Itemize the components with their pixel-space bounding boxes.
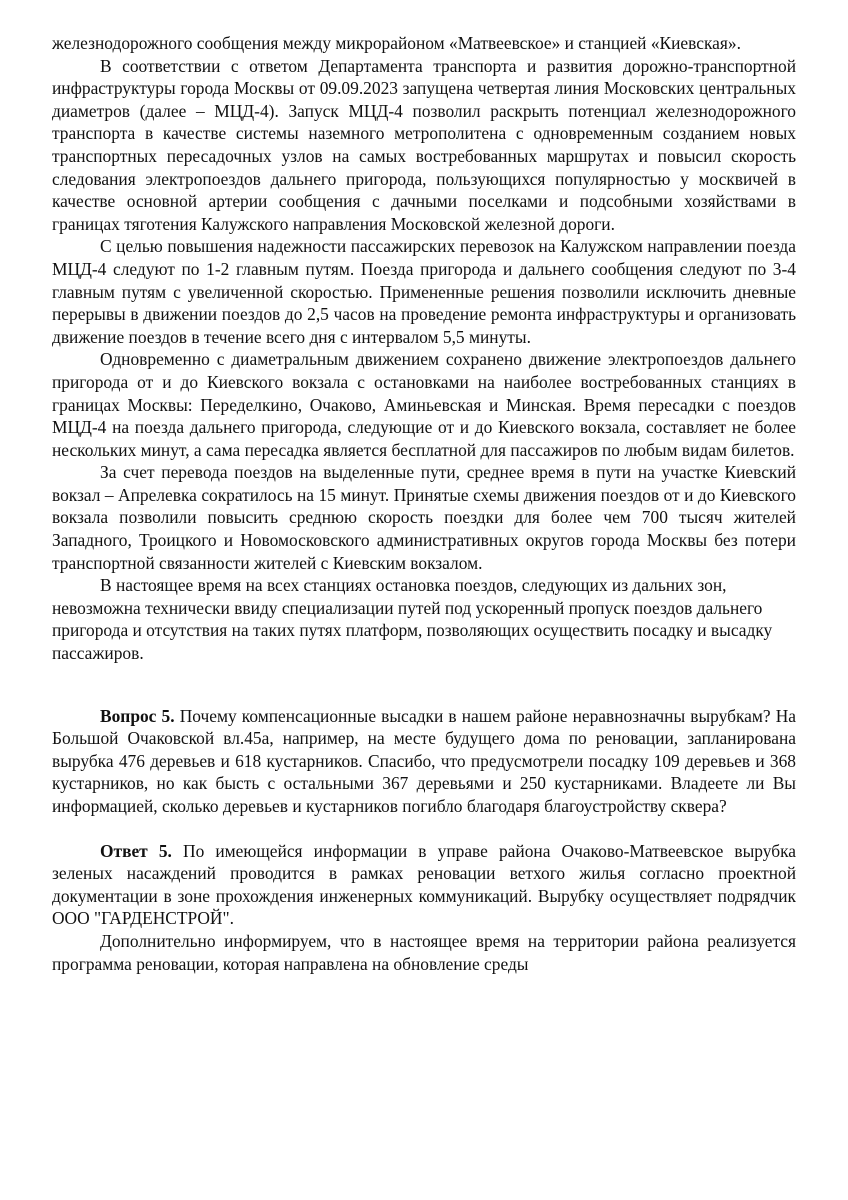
paragraph-reliability: С целью повышения надежности пассажирских перевозок на Калужском направлении поезда МЦД-4 следуют по 1-2 главным путям. Поезда пригорода и дальнего сообщения следуют по 3-4 главным путям с увеличенной скоростью. Примененные решения позволили исключить дневные перерывы в движении поездов до 2,5 часов на проведение ремонта инфраструктуры и организовать движение поездов в течение всего дня с интервалом 5,5 минуты. <box>52 236 796 347</box>
paragraph-travel-time: За счет перевода поездов на выделенные пути, среднее время в пути на участке Киевский вокзал – Апрелевка сократилось на 15 минут. Принятые схемы движения поездов от и до Киевского вокзала позволили повысить среднюю скорость поездки для более чем 700 тысяч жителей Западного, Троицкого и Новомосковского административных округов города Москвы без потери транспортной связанности жителей с Киевским вокзалом. <box>52 462 796 573</box>
question-paragraph <box>52 705 796 818</box>
answer-label: Ответ 5. <box>100 840 172 861</box>
spacer <box>52 665 796 705</box>
answer-paragraph <box>52 840 796 930</box>
paragraph-stops: В настоящее время на всех станциях остановка поездов, следующих из дальних зон, невозможна технически ввиду специализации путей под ускоренный пропуск поездов дальнего пригорода и отсутствия на таких путях платформ, позволяющих осуществить посадку и высадку пассажиров. <box>52 575 773 664</box>
question-text: Почему компенсационные высадки в нашем районе неравнозначны вырубкам? На Большой Очаковской вл.45а, например, на месте будущего дома по реновации, запланирована вырубка 476 деревьев и 618 кустарников. Спасибо, что предусмотрели посадку 109 деревьев и 368 кустарников, но как бысть с остальными 367 деревьями и 250 кустарниками. Владеете ли Вы информацией, сколько деревьев и кустарников погибло благодаря благоустройству сквера? <box>52 705 796 816</box>
question-label: Вопрос 5. <box>100 705 175 726</box>
paragraph-continuation: железнодорожного сообщения между микрорайоном «Матвеевское» и станцией «Киевская». <box>52 33 741 53</box>
spacer <box>52 818 796 840</box>
paragraph-long-distance-trains: Одновременно с диаметральным движением сохранено движение электропоездов дальнего пригорода от и до Киевского вокзала с остановками на наиболее востребованных станциях в границах Москвы: Переделкино, Очаково, Аминьевская и Минская. Время пересадки с поездов МЦД-4 на поезда дальнего пригорода, следующие от и до Киевского вокзала, составляет не более нескольких минут, а сама пересадка является бесплатной для пассажиров по любым видам билетов. <box>52 349 796 460</box>
answer-text: По имеющейся информации в управе района Очаково-Матвеевское вырубка зеленых насаждений проводится в рамках реновации ветхого жилья согласно проектной документации в зоне прохождения инженерных коммуникаций. Вырубку осуществляет подрядчик ООО "ГАРДЕНСТРОЙ". <box>52 840 796 929</box>
answer-followup-paragraph: Дополнительно информируем, что в настоящее время на территории района реализуется программа реновации, которая направлена на обновление среды <box>52 930 796 974</box>
paragraph-mcd4-launch: В соответствии с ответом Департамента транспорта и развития дорожно-транспортной инфраструктуры города Москвы от 09.09.2023 запущена четвертая линия Московских центральных диаметров (далее – МЦД-4). Запуск МЦД-4 позволил раскрыть потенциал железнодорожного транспорта в качестве системы наземного метрополитена с одновременным созданием новых транспортных пересадочных узлов на самых востребованных маршрутах и повысил скорость следования электропоездов дальнего пригорода, пользующихся популярностью у москвичей в качестве основной артерии сообщения с дачными поселками и подсобными хозяйствами в границах тяготения Калужского направления Московской железной дороги. <box>52 55 796 234</box>
